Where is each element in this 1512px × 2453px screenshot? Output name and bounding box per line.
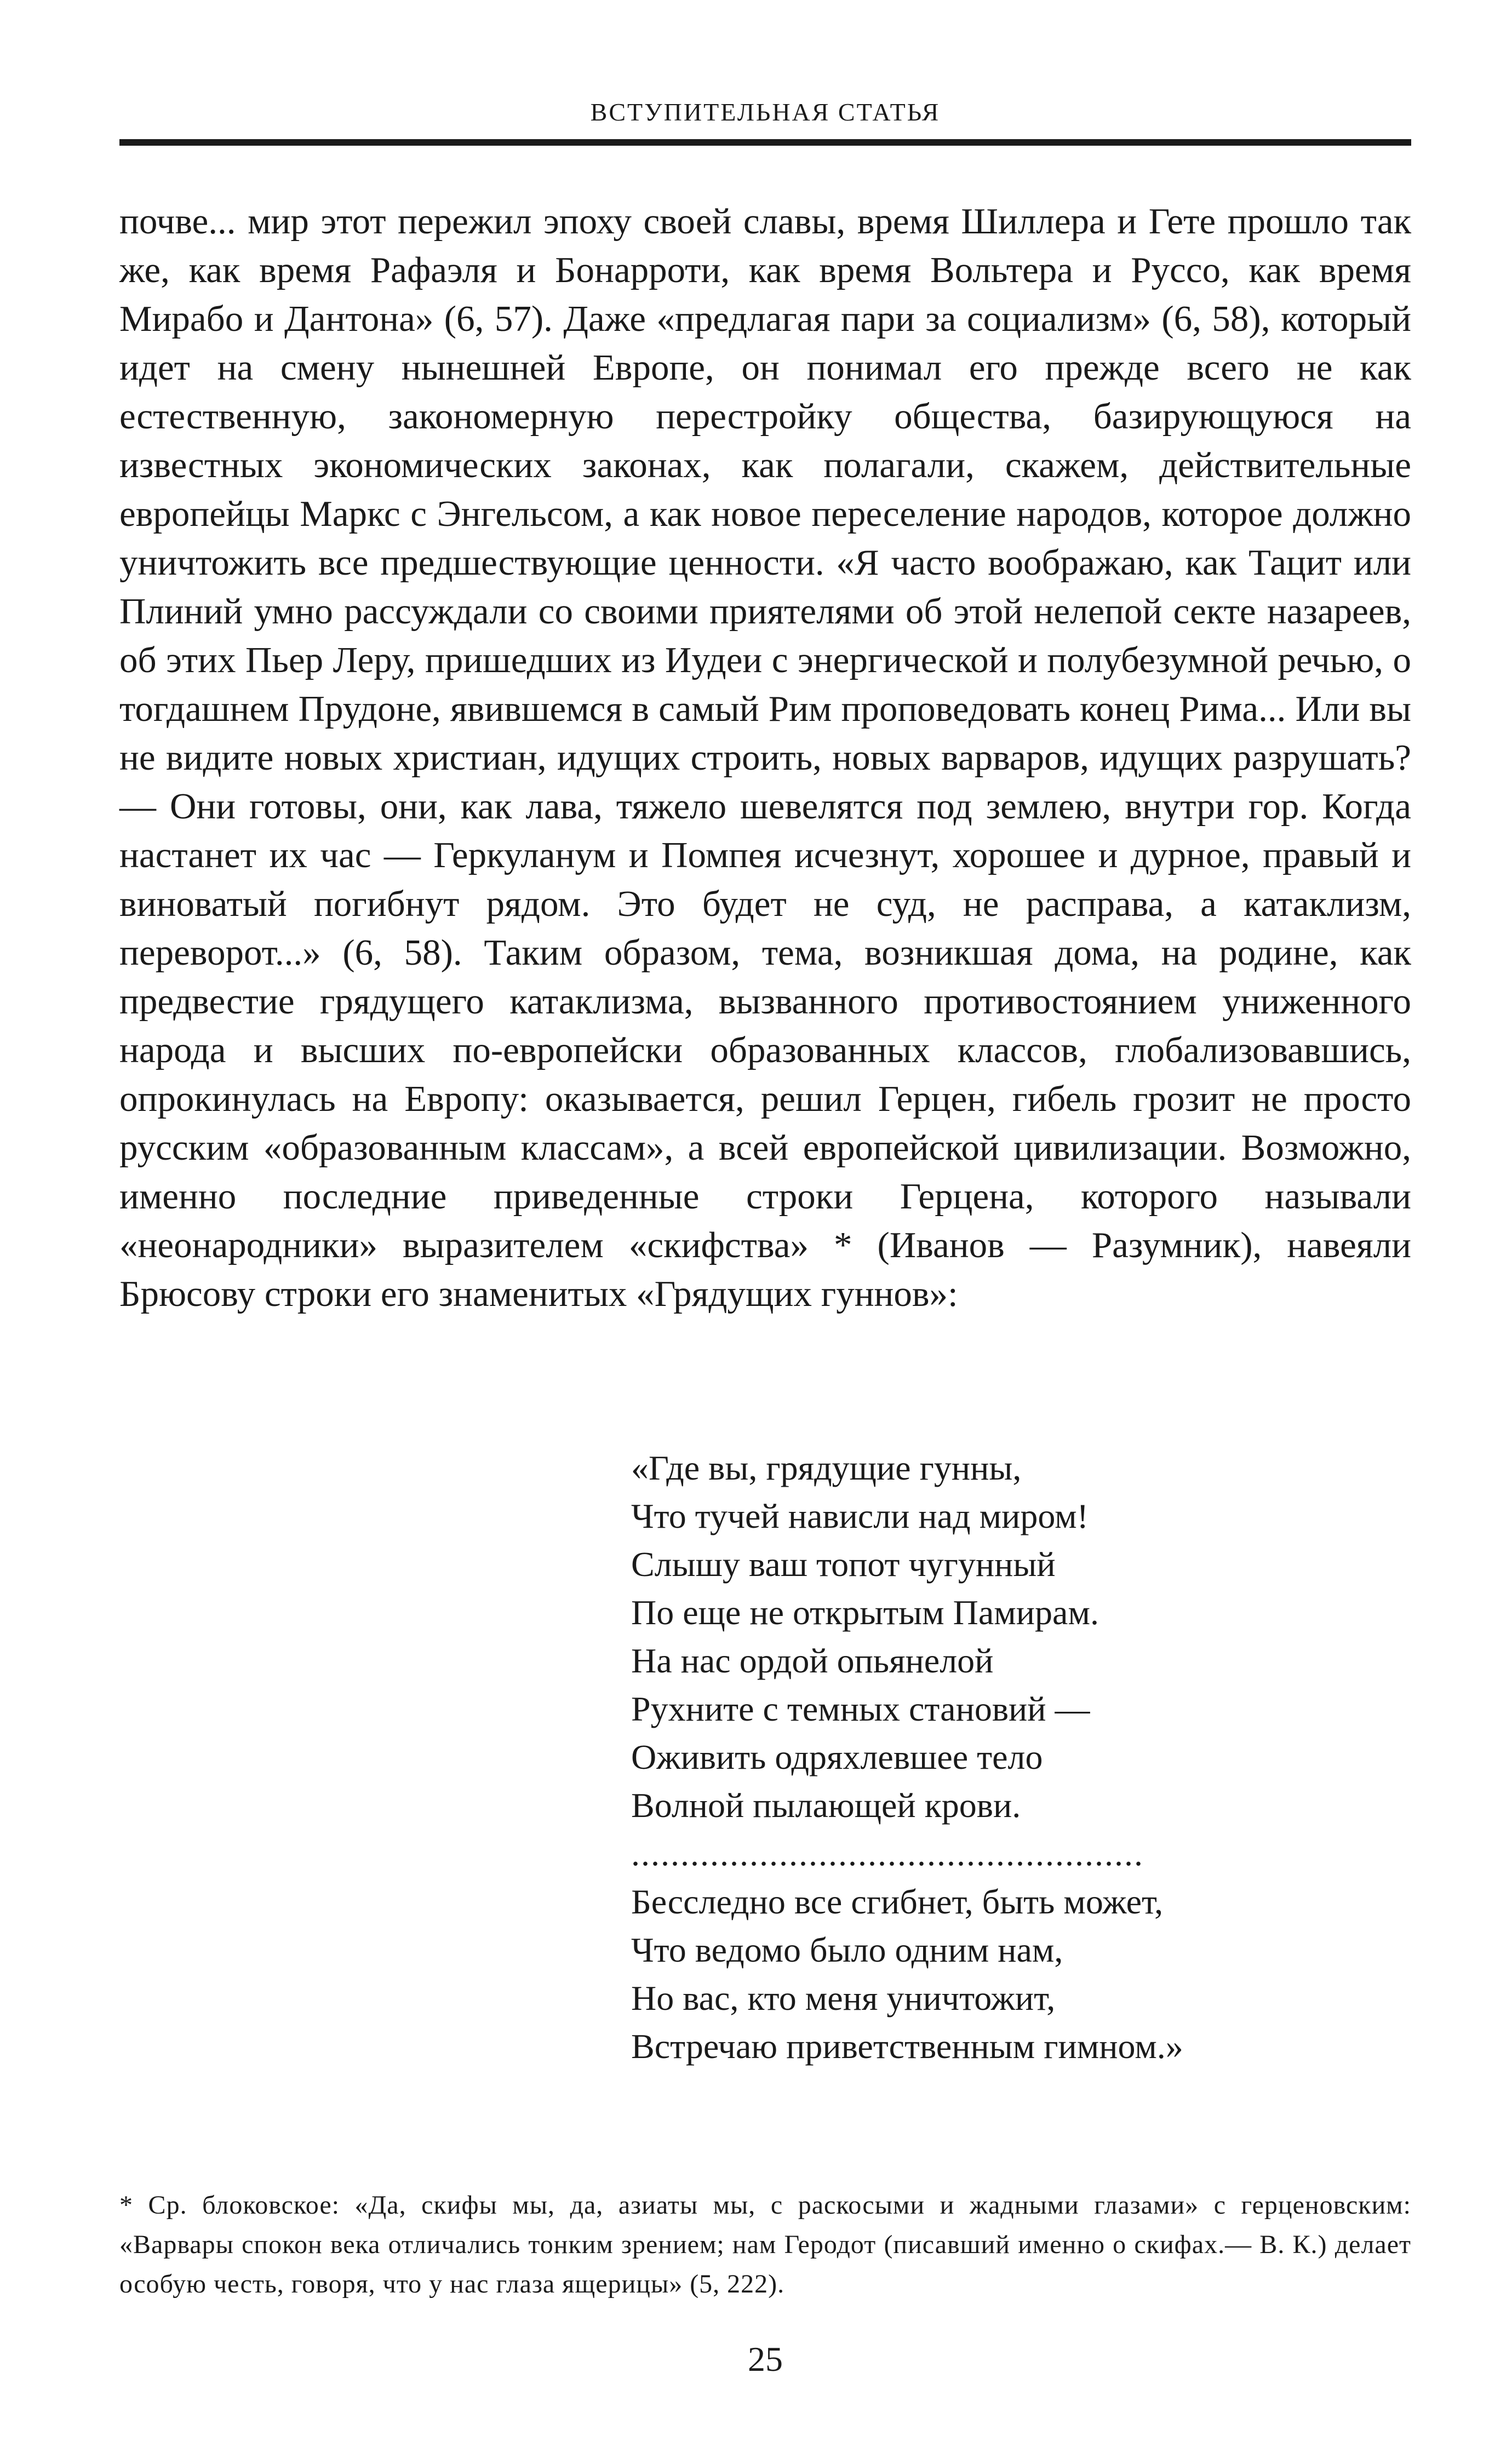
page-number: 25 [748,2340,783,2379]
header-rule [119,139,1411,146]
poem-line: Рухните с темных становий — [631,1689,1090,1728]
poem-line: «Где вы, грядущие гунны, [631,1448,1022,1487]
footnote: * Ср. блоковское: «Да, скифы мы, да, азиаты мы, с раскосыми и жадными глазами» с герценовским: «Варвары спокон века отличались тонким зрением; нам Геродот (писавший именно о скифах.— В. К.) делает особую честь, говоря, что у нас глаза ящерицы» (5, 222). [119,2191,1411,2299]
poem-line: Что тучей нависли над миром! [631,1497,1089,1535]
running-head: ВСТУПИТЕЛЬНАЯ СТАТЬЯ [590,98,941,126]
poem-quote [631,1444,1183,2071]
poem-line: По еще не открытым Памирам. [631,1593,1099,1632]
poem-line: На нас ордой опьянелой [631,1641,994,1680]
poem-line: Бесследно все сгибнет, быть может, [631,1882,1164,1921]
poem-line: Волной пылающей крови. [631,1786,1021,1825]
poem-line: Что ведомо было одним нам, [631,1930,1063,1969]
poem-line: Слышу ваш топот чугунный [631,1545,1056,1584]
poem-line: Но вас, кто меня уничтожит, [631,1979,1056,2018]
poem-line: Встречаю приветственным гимном.» [631,2027,1183,2066]
body-paragraph: почве... мир этот пережил эпоху своей славы, время Шиллера и Гете прошло так же, как время Рафаэля и Бонарроти, как время Вольтера и Руссо, как время Мирабо и Дантона» (6, 57). Даже «предлагая пари за социализм» (6, 58), который идет на смену нынешней Европе, он понимал его прежде всего не как естественную, закономерную перестройку общества, базирующуюся на известных экономических законах, как полагали, скажем, действительные европейцы Маркс с Энгельсом, а как новое переселение народов, которое должно уничтожить все предшествующие ценности. «Я часто воображаю, как Тацит или Плиний умно рассуждали со своими приятелями об этой нелепой секте назареев, об этих Пьер Леру, пришедших из Иудеи с энергической и полубезумной речью, о тогдашнем Прудоне, явившемся в самый Рим проповедовать конец Рима... Или вы не видите новых христиан, идущих строить, новых варваров, идущих разрушать? — Они готовы, они, как лава, тяжело шевелятся под землею, внутри гор. Когда настанет их час — Геркуланум и Помпея исчезнут, хорошее и дурное, правый и виноватый погибнут рядом. Это будет не суд, не расправа, а катаклизм, переворот...» (6, 58). Таким образом, тема, возникшая дома, на родине, как предвестие грядущего катаклизма, вызванного противостоянием униженного народа и высших по-европейски образованных классов, глобализовавшись, опрокинулась на Европу: оказывается, решил Герцен, гибель грозит не просто русским «образованным классам», а всей европейской цивилизации. Возможно, именно последние приведенные строки Герцена, которого называли «неонародники» выразителем «скифства» * (Иванов — Разумник), навеяли Брюсову строки его знаменитых «Грядущих гуннов»: [119,201,1411,1314]
poem-ellipsis-divider: .................................................... [631,1834,1144,1873]
poem-line: Оживить одряхлевшее тело [631,1738,1043,1776]
